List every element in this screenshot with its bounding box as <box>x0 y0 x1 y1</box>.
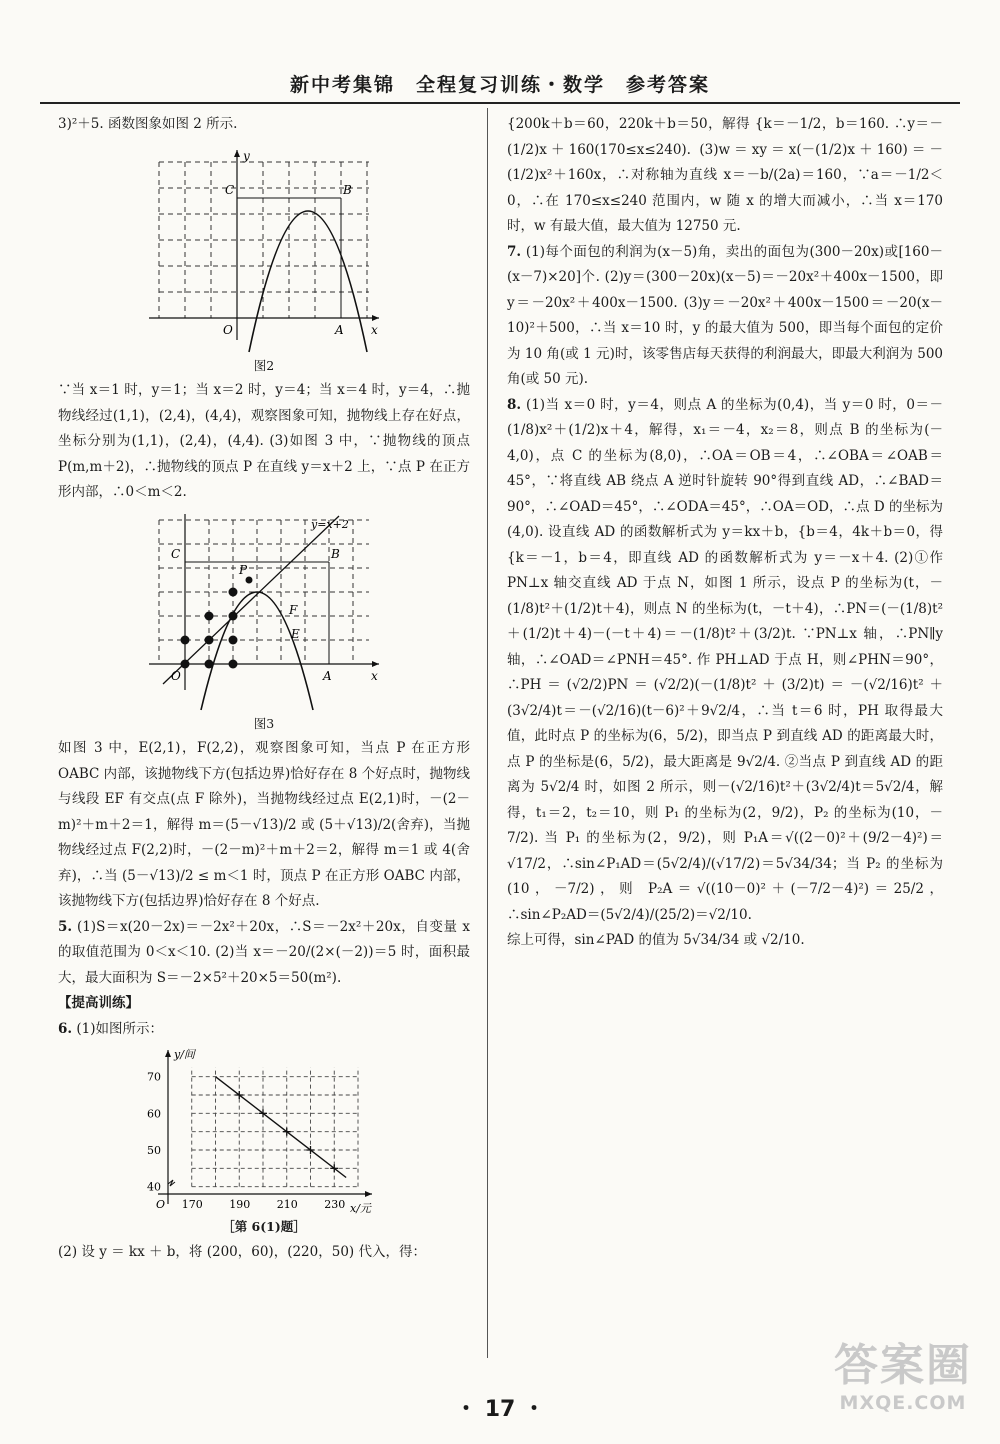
figure-2-graph <box>139 142 389 357</box>
figure-6-ylabel: y/间 <box>174 1048 195 1061</box>
figure-2-y-arrow <box>234 150 240 157</box>
figure-2-label-b: B <box>343 182 352 197</box>
figure-2-x-arrow <box>372 315 379 321</box>
right-column <box>507 112 943 954</box>
figure-3-label-b: B <box>331 546 340 561</box>
figure-6-caption: ［第 6(1)题］ <box>222 1219 306 1234</box>
figure-6-y-tick-label: 40 <box>147 1180 161 1194</box>
problem-8 <box>507 393 943 929</box>
paragraph-r1: {200k＋b＝60，220k＋b＝50，解得 {k＝－1/2，b＝160. ∴y＝－(1/2)x＋160(170≤x≤240). (3)w＝xy＝x(－(1/2)x＋160)＝－(1/2)x²＋160x，∴对称轴为直线 x＝－b/(2a)＝160，∵a＝－1/2＜0，∴在 170≤x≤240 范围内，w 随 x 的增大而减小，∴当 x＝170 时，w 有最大值，最大值为 12750 元. <box>507 116 943 234</box>
figure-3-caption: 图3 <box>253 715 275 731</box>
problem-5 <box>58 915 470 992</box>
problem-5-text: (1)S＝x(20－2x)＝－2x²＋20x，∴S＝－2x²＋20x，自变量 x 的取值范围为 0＜x＜10. (2)当 x＝－20/(2×(－2))＝5 时，面积最大，最大面积为 S＝－2×5²＋20×5＝50(m²). <box>58 918 470 986</box>
problem-7-number: 7. <box>507 243 522 260</box>
figure-6-x-tick-label: 190 <box>229 1198 251 1211</box>
figure-2-parabola <box>249 211 367 352</box>
page-header: 新中考集锦 全程复习训练・数学 参考答案 <box>289 74 710 96</box>
figure-3-label-line: y=x+2 <box>311 517 349 531</box>
figure-6-axis-break <box>168 1180 175 1186</box>
figure-6-x-tick-label: 210 <box>276 1198 298 1211</box>
figure-3-label-x: x <box>371 668 378 683</box>
figure-6-chart <box>144 1046 384 1218</box>
figure-6 <box>58 1046 470 1240</box>
figure-3 <box>58 510 470 737</box>
problem-6-number: 6. <box>58 1020 73 1037</box>
figure-3-label-p: P <box>239 562 248 577</box>
figure-6-y-tick-label: 50 <box>147 1144 161 1157</box>
header-rule <box>40 102 960 104</box>
paragraph-p0: 3)²＋5. 函数图象如图 2 所示. <box>58 116 238 132</box>
problem-8-number: 8. <box>507 396 522 413</box>
figure-6-x-arrow <box>365 1191 372 1197</box>
figure-3-label-e: E <box>291 626 300 641</box>
figure-2 <box>58 142 470 379</box>
figure-2-caption: 图2 <box>253 357 275 373</box>
problem-8-text: (1)当 x＝0 时，y＝4，则点 A 的坐标为(0,4)，当 y＝0 时，0＝－(1/8)x²＋(1/2)x＋4，解得，x₁＝－4，x₂＝8，则点 B 的坐标为(－4,0)，点 C 的坐标为(8,0)，∴OA＝OB＝4，∴∠OBA＝∠OAB＝45°，∵将直线 AB 绕点 A 逆时针旋转 90°得到直线 AD，∴∠BAD＝90°，∴∠OAD＝45°，∴∠ODA＝45°，∴OA＝OD，∴点 D 的坐标为(4,0). 设直线 AD 的函数解析式为 y＝kx＋b，{b＝4，4k＋b＝0，得 {k＝－1，b＝4，即直线 AD 的函数解析式为 y＝－x＋4. (2)①作 PN⊥x 轴交直线 AD 于点 N，如图 1 所示，设点 P 的坐标为(t，－(1/8)t²＋(1/2)t＋4)，则点 N 的坐标为(t，－t＋4)，∴PN＝(－(1/8)t²＋(1/2)t＋4)－(－t＋4)＝－(1/8)t²＋(3/2)t. ∵PN⊥x 轴，∴PN∥y 轴，∴∠OAD＝∠PNH＝45°. 作 PH⊥AD 于点 H，则∠PHN＝90°，∴PH＝(√2/2)PN＝(√2/2)(－(1/8)t²＋(3/2)t)＝－(√2/16)t²＋(3√2/4)t＝－(√2/16)(t－6)²＋9√2/4，∴当 t＝6 时，PH 取得最大值，此时点 P 的坐标为(6，5/2)，即当点 P 到直线 AD 的距离最大时，点 P 的坐标是(6，5/2)，最大距离是 9√2/4. ②当点 P 到直线 AD 的距离为 5√2/4 时，如图 2 所示，则－(√2/16)t²＋(3√2/4)t＝5√2/4，解得，t₁＝2，t₂＝10，则 P₁ 的坐标为(2，9/2)，P₂ 的坐标为(10，－7/2). 当 P₁ 的坐标为(2，9/2)，则 P₁A＝√((2－0)²＋(9/2－4)²)＝√17/2，∴sin∠P₁AD＝(5√2/4)/(√17/2)＝5√34/34；当 P₂ 的坐标为(10，－7/2)，则 P₂A＝√((10－0)²＋(－7/2－4)²)＝25/2，∴sin∠P₂AD＝(5√2/4)/(25/2)＝√2/10. <box>507 396 943 923</box>
figure-3-label-o: O <box>171 668 181 683</box>
figure-2-grid <box>159 162 369 318</box>
figure-3-line <box>163 516 339 684</box>
figure-6-origin: O <box>156 1198 166 1211</box>
paragraph-p1: ∵当 x＝1 时，y＝1；当 x＝2 时，y＝4；当 x＝4 时，y＝4，∴抛物线经过(1,1)，(2,4)，(4,4)，观察图象可知，抛物线上存在好点，坐标分别为(1,1)，(2,4)，(4,4). (3)如图 3 中，∵抛物线的顶点 P(m,m＋2)，∴抛物线的顶点 P 在直线 y＝x＋2 上，∵点 P 在正方形内部，∴0＜m＜2. <box>58 382 470 500</box>
figure-6-x-tick-label: 170 <box>181 1198 203 1211</box>
figure-6-fit-line <box>216 1077 347 1178</box>
left-column <box>58 112 470 1265</box>
paragraph-p2: 如图 3 中，E(2,1)，F(2,2)，观察图象可知，当点 P 在正方形 OABC 内部，该抛物线下方(包括边界)恰好存在 8 个好点时，抛物线与线段 EF 有交点(点 F 除外)，当抛物线经过点 E(2,1)时，－(2－m)²＋m＋2＝1，解得 m＝(5－√13)/2 或 (5＋√13)/2(舍弃)，当抛物线经过点 F(2,2)时，－(2－m)²＋m＋2＝2，解得 m＝1 或 4(舍弃)，∴当 (5－√13)/2 ≤ m＜1 时，顶点 P 在正方形 OABC 内部，该抛物线下方(包括边界)恰好存在 8 个好点. <box>58 740 470 909</box>
watermark-logo <box>828 1340 978 1432</box>
figure-6-series <box>216 1077 347 1178</box>
problem-6a <box>58 1017 470 1043</box>
section-heading: 【提高训练】 <box>58 995 139 1011</box>
figure-6-xlabel: x/元 <box>350 1202 371 1215</box>
figure-3-label-a: A <box>323 668 332 683</box>
figure-2-label-o: O <box>223 322 233 337</box>
problem-6b: (2) 设 y ＝ kx ＋ b，将 (200，60)，(220，50) 代入，得： <box>58 1243 426 1260</box>
figure-3-graph <box>139 510 389 715</box>
watermark-text-top: 答案圈 <box>834 1340 972 1391</box>
figure-6-ticks <box>147 1071 345 1211</box>
figure-6-y-arrow <box>165 1050 171 1057</box>
figure-2-label-x: x <box>371 322 378 337</box>
problem-7-text: (1)每个面包的利润为(x－5)角，卖出的面包为(300－20x)或[160－(x－7)×20]个. (2)y＝(300－20x)(x－5)＝－20x²＋400x－1500，即 y＝－20x²＋400x－1500. (3)y＝－20x²＋400x－1500＝－20(x－10)²＋500，∴当 x＝10 时，y 的最大值为 500，即当每个面包的定价为 10 角(或 1 元)时，该零售店每天获得的利润最大，即最大利润为 500 角(或 50 元). <box>507 243 943 387</box>
problem-7 <box>507 240 943 393</box>
figure-6-x-tick-label: 230 <box>324 1198 346 1211</box>
page-number: ・ 17 ・ <box>455 1397 545 1422</box>
figure-3-label-c: C <box>171 546 181 561</box>
figure-3-x-arrow <box>372 661 379 667</box>
figure-6-y-tick-label: 60 <box>147 1107 161 1121</box>
figure-2-label-a: A <box>335 322 344 337</box>
conclusion: 综上可得，sin∠PAD 的值为 5√34/34 或 √2/10. <box>507 932 805 948</box>
figure-3-grid <box>159 517 369 664</box>
figure-3-label-f: F <box>289 602 298 617</box>
watermark-text-bottom: MXQE.COM <box>839 1392 967 1414</box>
figure-6-y-tick-label: 70 <box>147 1070 161 1084</box>
problem-5-number: 5. <box>58 918 73 935</box>
figure-2-label-c: C <box>225 182 235 197</box>
figure-2-label-y: y <box>243 148 250 163</box>
column-divider <box>487 108 488 1358</box>
problem-6a-text: (1)如图所示： <box>76 1020 164 1037</box>
